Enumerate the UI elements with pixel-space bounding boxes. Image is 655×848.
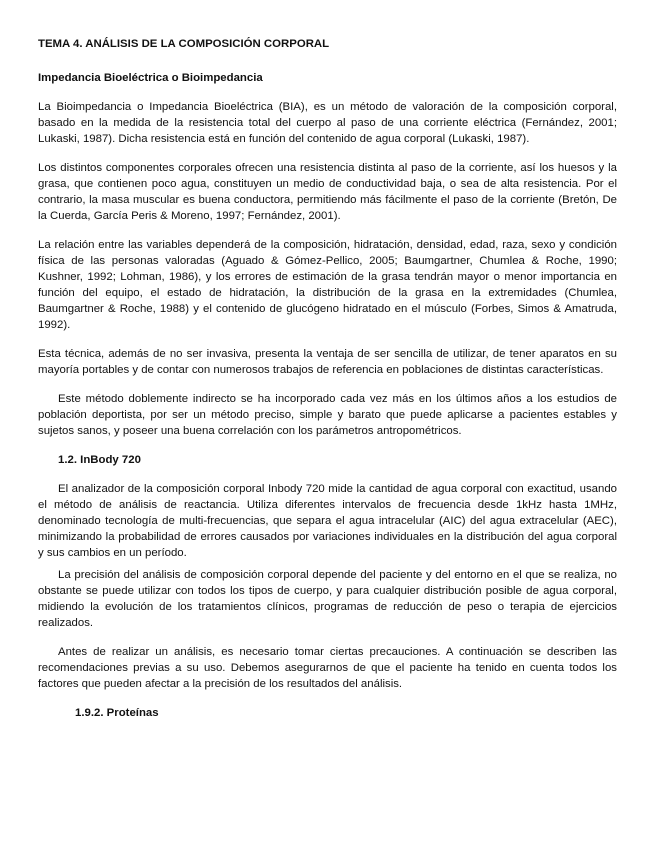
paragraph-bia-variables: La relación entre las variables dependerá de la composición, hidratación, densidad, edad, raza, sexo y condición física de las personas valoradas (Aguado & Gómez-Pellico, 2005; Baumgartner, Chumlea & Roche, 1990; Kushner, 1992; Lohman, 1986), y los errores de estimación de la grasa tendrán mayor o menor importancia en función del equipo, el estado de hidratación, la distribución de la grasa en la extremidades (Chumlea, Baumgartner & Roche, 1988) y el contenido de glucógeno hidratado en el músculo (Forbes, Simos & Amatruda, 1992). xyxy=(38,239,617,331)
section-subtitle-bioimpedancia: Impedancia Bioeléctrica o Bioimpedancia xyxy=(38,72,263,84)
paragraph-bia-advantages: Esta técnica, además de no ser invasiva, presenta la ventaja de ser sencilla de utilizar, de tener aparatos en su mayoría portables y de contar con numerosos trabajos de referencia en poblaciones de distintas características. xyxy=(38,348,617,376)
paragraph-bia-definition: La Bioimpedancia o Impedancia Bioeléctrica (BIA), es un método de valoración de la composición corporal, basado en la medida de la resistencia total del cuerpo al paso de una corriente eléctrica (Fernández, 2001; Lukaski, 1987). Dicha resistencia está en función del contenido de agua corporal (Lukaski, 1987). xyxy=(38,101,617,145)
paragraph-bia-components: Los distintos componentes corporales ofrecen una resistencia distinta al paso de la corriente, así los huesos y la grasa, que contienen poco agua, constituyen un medio de conductividad baja, o sea de alta resistencia. Por el contrario, la masa muscular es buena conductora, permitiendo más fácilmente el paso de la corriente (Bretón, De la Cuerda, García Peris & Moreno, 1997; Fernández, 2001). xyxy=(38,162,617,222)
document-title: TEMA 4. ANÁLISIS DE LA COMPOSICIÓN CORPORAL xyxy=(38,38,330,50)
paragraph-inbody-precision: La precisión del análisis de composición corporal depende del paciente y del entorno en el que se realiza, no obstante se puede utilizar con todos los tipos de cuerpo, y para cualquier distribución posible de agua corporal, midiendo la evolución de los tratamientos clínicos, programas de reducción de peso o terapia de ejercicios realizados. xyxy=(38,569,617,629)
paragraph-bia-method: Este método doblemente indirecto se ha incorporado cada vez más en los últimos años a los estudios de población deportista, por ser un método preciso, simple y barato que puede aplicarse a pacientes estables y sujetos sanos, y poseer una buena correlación con los parámetros antropométricos. xyxy=(38,393,617,437)
document-page xyxy=(38,36,617,721)
paragraph-inbody-analyzer: El analizador de la composición corporal Inbody 720 mide la cantidad de agua corporal con exactitud, usando el método de análisis de reactancia. Utiliza diferentes intervalos de frecuencia desde 1kHz hasta 1MHz, denominado tecnología de multi-frecuencias, que separa el agua intracelular (AIC) del agua extracelular (AEC), minimizando la probabilidad de errores causados por variaciones individuales en la distribución del agua corporal y sus cambios en un período. xyxy=(38,483,617,559)
paragraph-inbody-precautions: Antes de realizar un análisis, es necesario tomar ciertas precauciones. A continuación se describen las recomendaciones previas a su uso. Debemos asegurarnos de que el paciente ha tenido en cuenta todos los factores que pueden afectar a la precisión de los resultados del análisis. xyxy=(38,646,617,690)
section-heading-inbody: 1.2. InBody 720 xyxy=(58,454,141,466)
section-heading-proteinas: 1.9.2. Proteínas xyxy=(75,707,159,719)
